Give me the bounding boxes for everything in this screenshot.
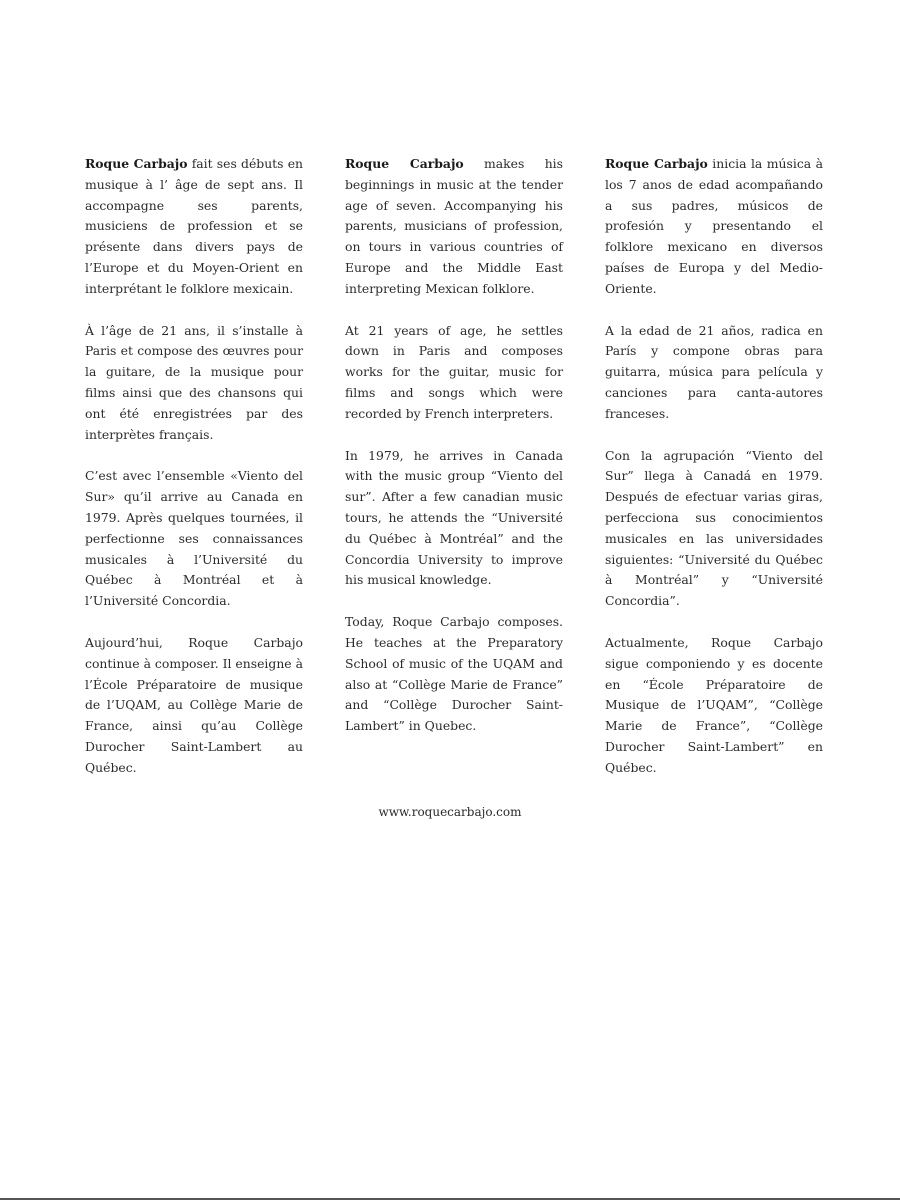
- artist-name: Roque Carbajo: [345, 156, 464, 171]
- english-paragraph-3: In 1979, he arrives in Canada with the music group “Viento del sur”. After a few canadian music tours, he attends the “Université du Québec à Montréal” and the Concordia University to improve his musical knowledge.: [345, 447, 563, 588]
- website-link[interactable]: www.roquecarbajo.com: [378, 805, 522, 819]
- spanish-paragraph-4: Actualmente, Roque Carbajo sigue componiendo y es docente en “École Préparatoire de Musique de l’UQAM”, “Collège Marie de France”, “Collège Durocher Saint-Lambert” en Québec.: [605, 634, 823, 775]
- spanish-paragraph-1: [605, 154, 823, 300]
- french-paragraph-1-text: fait ses débuts en musique à l’ âge de sept ans. Il accompagne ses parents, musiciens de profession et se présente dans divers pays de l’Europe et du Moyen-Orient en interprétant le folklore mexicain.: [85, 156, 304, 296]
- english-paragraph-1-text: makes his beginnings in music at the tender age of seven. Accompanying his parents, musicians of profession, on tours in various countries of Europe and the Middle East interpreting Mexican folklore.: [345, 156, 563, 296]
- artist-name: Roque Carbajo: [85, 156, 188, 171]
- spanish-paragraph-2: A la edad de 21 años, radica en París y compone obras para guitarra, música para película y canciones para canta-autores franceses.: [605, 322, 823, 421]
- french-paragraph-3: C’est avec l’ensemble «Viento del Sur» qu’il arrive au Canada en 1979. Après quelques tournées, il perfectionne ses connaissances musicales à l’Université du Québec à Montréal et à l’Université Concordia.: [85, 468, 303, 609]
- english-paragraph-2: At 21 years of age, he settles down in Paris and composes works for the guitar, music for films and songs which were recorded by French interpreters.: [345, 322, 563, 421]
- artist-name: Roque Carbajo: [605, 156, 708, 171]
- english-paragraph-4: Today, Roque Carbajo composes. He teaches at the Preparatory School of music of the UQAM and also at “Collège Marie de France” and “Collège Durocher Saint-Lambert” in Quebec.: [345, 614, 563, 734]
- french-column: [85, 154, 303, 800]
- english-paragraph-1: [345, 154, 563, 300]
- spanish-paragraph-3: Con la agrupación “Viento del Sur” llega à Canadá en 1979. Después de efectuar varias giras, perfecciona sus conocimientos musicales en las universidades siguientes: “Université du Québec à Montréal” y “Université Concordia”.: [605, 447, 823, 609]
- french-paragraph-1: [85, 154, 303, 300]
- french-paragraph-2: À l’âge de 21 ans, il s’installe à Paris et compose des œuvres pour la guitare, de la musique pour films ainsi que des chansons qui ont été enregistrées par des interprètes français.: [85, 322, 303, 442]
- spanish-column: [605, 154, 823, 800]
- spanish-paragraph-1-text: inicia la música à los 7 anos de edad acompañando a sus padres, músicos de profesión y presentando el folklore mexicano en diversos países de Europa y del Medio-Oriente.: [605, 156, 823, 296]
- english-column: [345, 154, 563, 758]
- french-paragraph-4: Aujourd’hui, Roque Carbajo continue à composer. Il enseigne à l’École Préparatoire de musique de l’UQAM, au Collège Marie de France, ainsi qu’au Collège Durocher Saint-Lambert au Québec.: [85, 634, 303, 775]
